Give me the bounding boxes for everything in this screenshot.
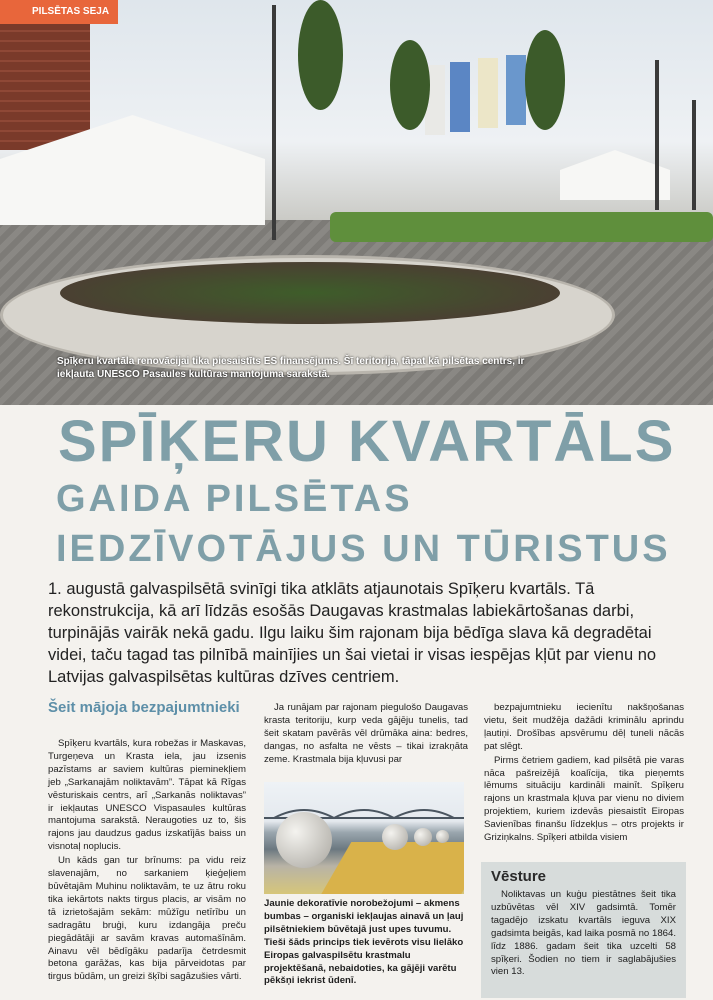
history-box [481,862,686,998]
hero-caption: Spīķeru kvartāla renovācijai tika piesaistīts ES finansējums. Šī teritorija, tāpat kā pilsētas centrs, ir iekļauta UNESCO Pasaules kultūras mantojuma sarakstā. [57,356,525,380]
stone-ball [414,828,432,846]
paragraph: Spīķeru kvartāls, kura robežas ir Maskavas, Turgeņeva un Krasta iela, jau izsenis pazīstams ar saviem kultūras pieminekļiem jeb „Sarkanajām noliktavām”. Tāpat kā Rīgas vēsturiskais centrs, arī „Sarkanās noliktavas” ir iekļautas UNESCO Vispasaules kultūras mantojuma sarakstā. Neraugoties uz to, šis rajons jau daudzus gadus izskatījās baiss un visnotaļ nopluсis. [48,738,246,853]
street-lamp [692,100,696,210]
flower-bed [60,262,560,324]
subheading: Šeit mājoja bezpajumtnieki [48,699,240,716]
stone-ball [276,812,332,868]
yellow-walkway [317,842,464,894]
photo-caption: Jaunie dekoratīvie norobežojumi – akmens bumbas – organiski iekļaujas ainavā un ļauj pilsētniekiem būvētajā just upes tuvumu. Tieši šāds princips tiek ievērots visu lielāko Eiropas galvaspilsētu krastmalu projektēšanā, nebaidoties, ka gājēji varētu pēkšņi iekrist ūdenī. [264,898,464,987]
flag [478,58,498,128]
hero-photo [0,0,713,405]
headline-line-2: GAIDA PILSĒTAS [56,478,413,520]
embankment-photo [264,782,464,894]
stone-ball [436,830,449,843]
article-column-3 [484,702,684,846]
street-lamp [272,5,276,240]
history-text: Noliktavas un kuģu piestātnes šeit tika uzbūvētas vēl XIV gadsimtā. Tomēr tagadējo izskatu kvartāls ieguva XIX gadsimta beigās, kad laika posmā no 1864. līdz 1886. gadam šeit tika uzcelti 58 spīķeri. Šodien no tiem ir saglabājušies vien 13. [491,889,676,978]
street-lamp [655,60,659,210]
paragraph: Ja runājam par rajonam piegulošo Daugavas krasta teritoriju, kurp veda gājēju tunelis, tad šeit skatam pavērās vēl drūmāka aina: bedres, dangas, no asfalta ne vēsts – tikai izrakņāta zeme. Krastmala bija kļuvusi par [264,702,468,765]
paragraph: Un kāds gan tur brīnums: pa vidu reiz slavenajām, no sarkaniem ķieģeļiem būvētajām Muhinu noliktavām, te uz ātru roku tika iekārtots nakts tirgus placis, ar visām no tā izrietošajām sekām: mūžīgu netīrību un sadragātu bruģi, kuru izdangāja preču piegādātāji ar savām kravas automašīnām. Ainavu vēl bēdīgāku padarīja četrdesmit betona garāžas, kas bija pārveidotas par tirgus būdām, un greizi šķībi sagāzušies vārti. [48,855,246,983]
lead-paragraph: 1. augustā galvaspilsētā svinīgi tika atklāts atjaunotais Spīķeru kvartāls. Tā rekonstrukcija, kā arī līdzās esošās Daugavas krastmalas labiekārtošanas darbi, turpinājās vairāk nekā gadu. Ilgu laiku šim rajonam bija bēdīga slava kā degradētai videi, taču tagad tas pilnībā mainījies un šai vietai ir visas iespējas kļūt par vienu no Latvijas galvaspilsētas kultūras dzīves centriem. [48,580,657,686]
headline-line-1: SPĪĶERU KVARTĀLS [58,409,676,474]
history-title: Vēsture [491,868,547,885]
section-tag: PILSĒTAS SEJA [0,0,118,24]
paragraph: Pirms četriem gadiem, kad pilsētā pie varas nāca pašreizējā koalīcija, tika pieņemts lēmums situāciju kardināli mainīt. Spīķeru rajons un krastmala kļuva par vienu no diviem projektiem, kuriem izdevās piesaistīt Eiropas Savienības finanšu līdzekļus – otrs projekts ir Griziņkalns. Spīķeri atbilda visiem [484,754,684,844]
lawn [330,212,713,242]
flag [506,55,526,125]
article-column-2 [264,702,468,768]
tree [390,40,430,130]
market-tent [560,150,670,200]
stone-ball [382,824,408,850]
tree [298,0,343,110]
paragraph: bezpajumtnieku iecienītu nakšņošanas vietu, šeit mudžēja dažādi kriminālu aprindu ļautiņi. Drošības apsvērumu dēļ tuneli nācās pat slēgt. [484,702,684,752]
tree [525,30,565,130]
headline-line-3: IEDZĪVOTĀJUS UN TŪRISTUS [56,528,671,570]
article-column-1 [48,738,246,985]
flag [450,62,470,132]
